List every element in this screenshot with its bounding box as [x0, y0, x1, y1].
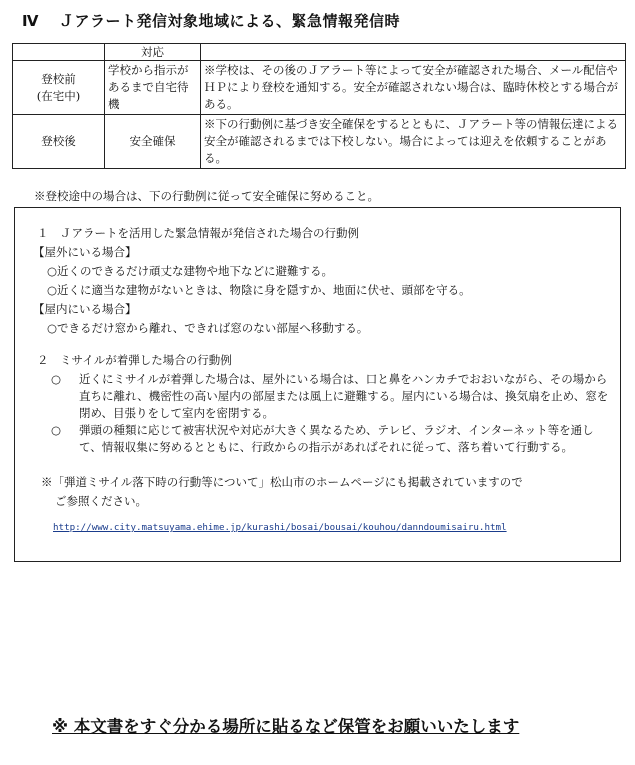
reference-note-cont: ご参照ください。: [55, 494, 147, 508]
row-detail: ※学校は、その後のＪアラート等によって安全が確認された場合、メール配信やＨＰにより登校を通知する。安全が確認されない場合は、臨時休校とする場合がある。: [201, 61, 626, 115]
response-table: [12, 43, 626, 169]
outdoor-item: ○近くに適当な建物がないときは、物陰に身を隠すか、地面に伏せ、頭部を守る。: [47, 283, 471, 297]
section1-title: １ Ｊアラートを活用した緊急情報が発信された場合の行動例: [37, 226, 359, 240]
bullet: ○: [51, 423, 62, 437]
commute-note: ※登校途中の場合は、下の行動例に従って安全確保に努めること。: [34, 189, 379, 203]
section-title: Ｊアラート発信対象地域による、緊急情報発信時: [58, 12, 400, 30]
row-response: 学校から指示があるまで自宅待機: [105, 61, 201, 115]
header-cell-empty: [201, 44, 626, 61]
action-examples-box: [14, 207, 621, 562]
storage-notice: ※ 本文書をすぐ分かる場所に貼るなど保管をお願いいたします: [52, 717, 520, 736]
page-heading: [22, 10, 400, 31]
row-timing: 登校後: [13, 115, 105, 169]
table-header-row: [13, 44, 626, 61]
table-row: [13, 61, 626, 115]
indoor-item: ○できるだけ窓から離れ、できれば窓のない部屋へ移動する。: [47, 321, 369, 335]
reference-link[interactable]: http://www.city.matsuyama.ehime.jp/kurashi/bosai/bousai/kouhou/danndoumisairu.html: [53, 522, 507, 533]
missile-item-1: 近くにミサイルが着弾した場合は、屋外にいる場合は、口と鼻をハンカチでおおいながら、その場から直ちに離れ、機密性の高い屋内の部屋または風上に避難する。屋内にいる場合は、換気扇を止め、窓を閉め、目張りをして室内を密閉する。: [79, 372, 609, 420]
bullet: ○: [51, 372, 62, 386]
missile-item-2: 弾頭の種類に応じて被害状況や対応が大きく異なるため、テレビ、ラジオ、インターネット等を通して、情報収集に努めるとともに、行政からの指示があればそれに従って、落ち着いて行動する。: [79, 423, 594, 454]
section2-title: ２ ミサイルが着弾した場合の行動例: [37, 353, 232, 367]
row-response: 安全確保: [105, 115, 201, 169]
table-row: [13, 115, 626, 169]
header-cell-response: 対応: [105, 44, 201, 61]
row-timing-sub: (在宅中): [36, 88, 81, 103]
indoor-heading: 【屋内にいる場合】: [33, 302, 137, 316]
outdoor-heading: 【屋外にいる場合】: [33, 245, 137, 259]
row-timing-cell: [13, 61, 105, 115]
reference-note: ※「弾道ミサイル落下時の行動等について」松山市のホームページにも掲載されていますので: [41, 475, 523, 489]
row-detail: ※下の行動例に基づき安全確保をするとともに、Ｊアラート等の情報伝達による安全が確認されるまでは下校しない。場合によっては迎えを依頼することがある。: [201, 115, 626, 169]
header-cell-empty: [13, 44, 105, 61]
section-number: Ⅳ: [22, 12, 39, 30]
row-timing: 登校前: [41, 71, 76, 86]
outdoor-item: ○近くのできるだけ頑丈な建物や地下などに避難する。: [47, 264, 334, 278]
